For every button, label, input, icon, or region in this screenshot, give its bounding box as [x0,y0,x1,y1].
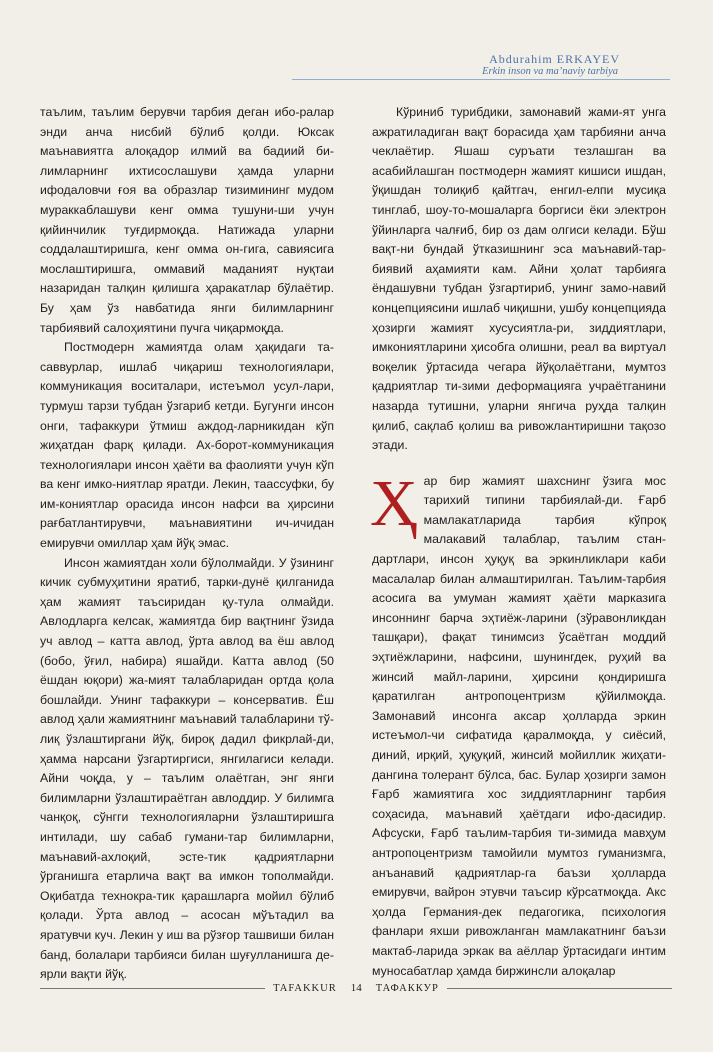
page-footer [40,980,672,996]
header-rule [292,79,670,80]
footer-rule-left [40,988,265,989]
running-header-author: Abdurahim ERKAYEV [489,52,620,66]
left-column [40,103,334,982]
drop-cap-letter: Ҳ [370,466,418,540]
paragraph: таълим, таълим берувчи тарбия деган ибо-ралар энди анча нисбий бўлиб қолди. Юксак маънавиятга алоқадор илмий ва бадиий би-лимларнинг ихтисослашуви ҳамда уларни ифодаловчи ғоя ва образлар тизимининг мудом мураккаблашуви кенг омма тушуни-ши учун қийинчилик туғдирмоқда. Натижада уларни соддалаштиришга, кенг омма он-гига, савиясига мослаштиришга, оммавий маданият нуқтаи назаридан талқин қилишга ҳаракатлар бўлаётир. Бу ҳам ўз навбатида янги билимларнинг тарбиявий салоҳиятини пучга чиқармоқда. [40,105,334,335]
paragraph: Кўриниб турибдики, замонавий жами-ят унга ажратиладиган вақт борасида ҳам тарбияни анча чеклаётир. Яшаш суръати тезлашган ва асабийлашган постмодерн жамият кишиси ишдан, ўқишдан толиқиб қайтгач, енгил-елпи мусиқа тинглаб, шоу-то-мошаларга боргиси ёки электрон ўйинларга чалғиб, бир оз дам олгиси келади. Бўш вақт-ни бундай ўтказишнинг эса маънавий-тар-биявий аҳамияти кам. Айни ҳолат тарбияга ёндашувни тубдан ўзгартириб, унинг замо-навий концепциясини ишлаб чиқишни, ушбу концепцияда ҳозирги жамият хусусиятла-ри, зиддиятлари, имкониятларини ҳисобга олишни, реал ва виртуал воқелик ўртасида чегара йўқолаётгани, мумтоз қадриятлар ти-зими деформацияга учраётганини назарда тутишни, уларни янгича руҳда талқин қилиб, сақлаб қолиш ва ривожлантиришни тақозо этади. [372,105,666,453]
footer-journal-latin: TAFAKKUR [273,982,337,994]
paragraph-with-drop-cap [370,466,666,981]
right-column [370,103,666,978]
paragraph: Постмодерн жамиятда олам ҳақидаги та-саввурлар, ишлаб чиқариш технологиялари, коммуникация воситалари, истеъмол усул-лари, турмуш тарзи тубдан ўзгариб кетди. Бугунги инсон онги, тафаккури ўтмиш аждод-ларникидан кўп жиҳатдан фарқ қилади. Ах-борот-коммуникация технологиялари инсон ҳаёти ва фаолияти учун кўп ва кенг имко-ниятлар яратди. Лекин, таассуфки, бу им-кониятлар орасида инсон нафси ва ҳирсини рағбатлантирувчи, маънавиятини ич-ичидан емирувчи омиллар ҳам йўқ эмас. [40,340,334,551]
footer-rule-right [447,988,672,989]
page-number: 14 [350,982,362,994]
footer-journal-cyrillic: ТАФАККУР [375,982,439,994]
paragraph: Инсон жамиятдан холи бўлолмайди. У ўзининг кичик субмуҳитини яратиб, тарки-дунё қилганида ҳам жамият таъсиридан қу-тула олмайди. Авлодларга келсак, жамиятда бир вақтнинг ўзида уч авлод – катта авлод, ўрта авлод ва ёш авлод (бобо, ўғил, набира) яшайди. Катта авлод (50 ёшдан юқори) жа-мият талабларидан ортда қола бошлайди. Унинг тафаккури – консерватив. Ёш авлод ҳали жамиятнинг маънавий талабларини тў-лиқ ўзлаштиргани йўқ, бироқ дадил фикрлай-ди, ҳамма нарсани ўзгартиргиси, янгилагиси келади. Айни чоқда, у – таълим олаётган, энг янги билимларни ўзлаштираётган авлоддир. У билимга чанқоқ, сўнгги технологияларни ўзлаштиришга интилади, шу сабаб гумани-тар билимларни, маънавий-ахлоқий, эсте-тик қадриятларни ўрганишга етарлича вақт ва имкон тополмайди. Оқибатда технокра-тик қарашларга мойил бўлиб қолади. Ўрта авлод – асосан мўътадил ва яратувчи куч. Лекин у иш ва рўзғор ташвиши билан банд, болалари тарбияси билан шуғулланишга де-ярли вақти йўқ. [40,555,334,982]
running-header-title: Erkin inson va ma’naviy tarbiya [482,66,618,77]
paragraph-text: ар бир жамият шахснинг ўзига мос тарихий типини тарбиялай-ди. Ғарб мамлакатларида тарбия кўпроқ малакавий талаблар, таълим стан-дартлари, инсон ҳуқуқ ва эркинликлари каби масалалар билан алмаштирилган. Таълим-тарбия асосига ва умуман жамият ҳаёти марказига инсоннинг барча эҳтиёж-ларини (зўравонликдан ташқари), фақат тинимсиз ўсаётган моддий эҳтиёжларини, нафсини, шунингдек, руҳий ва жинсий майл-ларини, ҳирсини қондиришга қаратилган антропоцентризм қўйилмоқда. Замонавий инсонга аксар ҳолларда эркин истеъмол-чи сифатида қаралмоқда, у сиёсий, диний, ирқий, ҳуқуқий, жинсий мойиллик жиҳати-дангина толерант бўлса, бас. Булар ҳозирги замон Ғарб жамиятига хос зиддиятларнинг тарбия соҳасида, маънавий ҳаётдаги ифо-дасидир. Афсуски, Ғарб таълим-тарбия ти-зимида мавҳум антропоцентризм тамойили мумтоз гуманизмга, анъанавий қадриятлар-га баъзи ҳолларда емирувчи, вайрон этувчи таъсир кўрсатмоқда. Акс ҳолда Германия-дек педагогика, психология фанлари яхши ривожланган мамлакатнинг баъзи мактаб-ларида эркак ва аёллар ўртасидаги интим муносабатлар ҳамда биржинсли алоқалар [372,473,666,978]
